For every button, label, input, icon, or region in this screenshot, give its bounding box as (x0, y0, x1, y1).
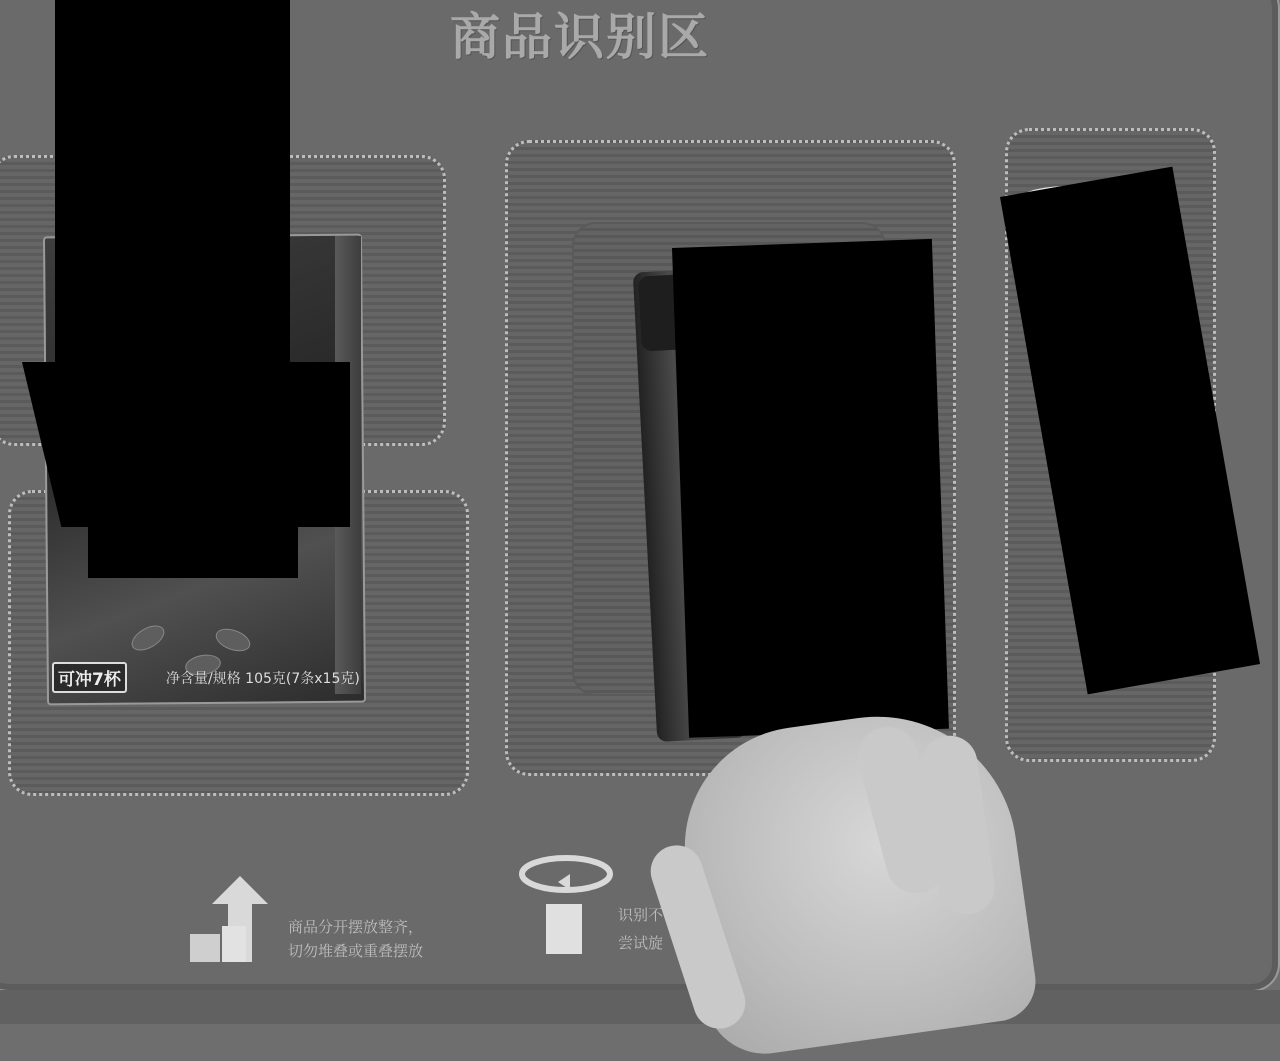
cup-count-badge: 可冲7杯 (52, 662, 127, 693)
tip-line: 识别不 (618, 906, 664, 924)
net-weight-label: 净含量/规格 105克(7条x15克) (166, 671, 360, 687)
redaction-block (22, 362, 350, 527)
pad-rim (0, 990, 1280, 1024)
redaction-block (88, 520, 298, 578)
tip-line: 商品分开摆放整齐， (288, 918, 424, 936)
redaction-block (55, 0, 290, 365)
tip-line: 尝试旋 (618, 934, 664, 952)
tip-line: 切勿堆叠或重叠摆放 (288, 942, 424, 960)
upload-arrow-icon (188, 876, 272, 966)
redaction-block (672, 239, 949, 738)
zone-title: 商品识别区 (450, 8, 710, 66)
rotate-icon (518, 852, 614, 956)
